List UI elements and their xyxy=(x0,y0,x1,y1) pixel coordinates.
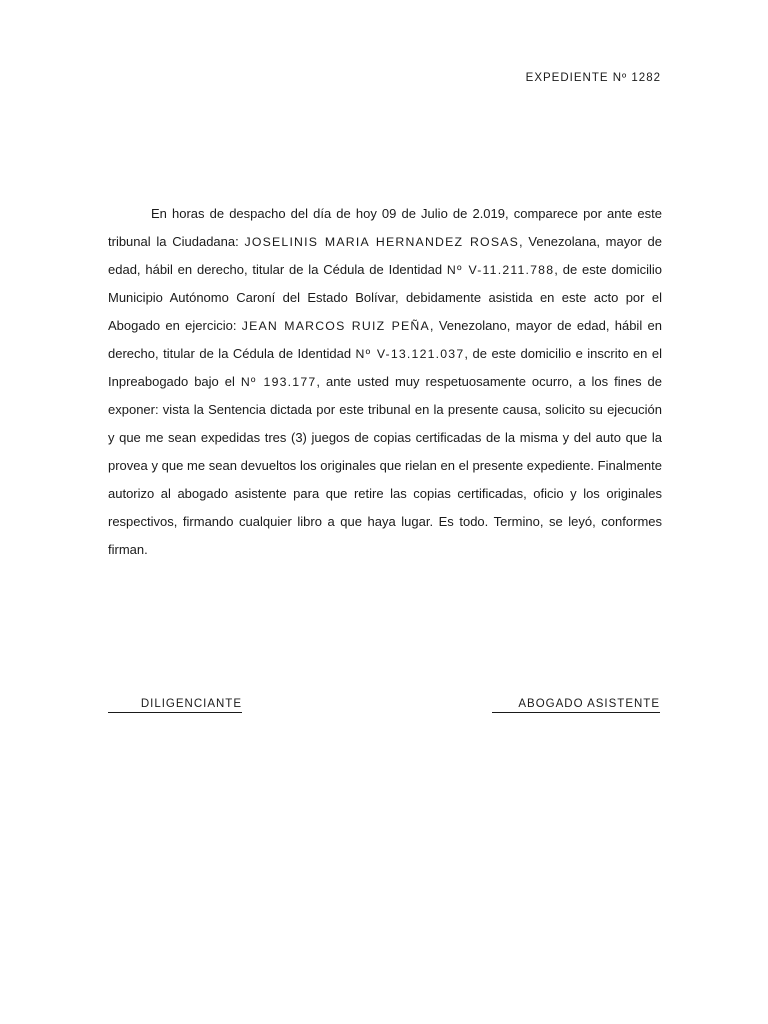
petitioner-name: JOSELINIS MARIA HERNANDEZ ROSAS xyxy=(244,235,520,249)
expediente-number: EXPEDIENTE Nº 1282 xyxy=(525,72,661,84)
body-text-2: , Venezolana, mayor de edad, hábil en derecho, titular de la Cédula de Identidad xyxy=(108,234,663,277)
lawyer-id: Nº V-13.121.037 xyxy=(355,347,465,361)
body-text-5: , de este domicilio e inscrito en el Inpreabogado bajo el xyxy=(108,346,663,389)
petitioner-id: Nº V-11.211.788 xyxy=(446,263,555,277)
lawyer-name: JEAN MARCOS RUIZ PEÑA xyxy=(241,319,430,333)
body-text-4: , Venezolano, mayor de edad, hábil en derecho, titular de la Cédula de Identidad xyxy=(108,318,662,361)
document-body xyxy=(108,200,662,564)
body-text-6: , ante usted muy respetuosamente ocurro, a los fines de exponer: vista la Sentencia dictada por este tribunal en la presente causa, solicito su ejecución y que me sean expedidas tres (3) juegos de copias certificadas de la misma y del auto que la provea y que me sean devueltos los originales que rielan en el presente expediente. Finalmente autorizo al abogado asistente para que retire las copias certificadas, oficio y los originales respectivos, firmando cualquier libro a que haya lugar. Es todo. Termino, se leyó, conformes firman. xyxy=(108,374,662,557)
body-text-1: En horas de despacho del día de hoy 09 de Julio de 2.019, comparece por ante este tribunal la Ciudadana: xyxy=(108,206,662,249)
signature-line-abogado: ABOGADO ASISTENTE xyxy=(492,696,660,713)
body-text-3: , de este domicilio Municipio Autónomo Caroní del Estado Bolívar, debidamente asistida en este acto por el Abogado en ejercicio: xyxy=(108,262,662,333)
inpreabogado-number: Nº 193.177 xyxy=(240,375,317,389)
body-paragraph xyxy=(108,200,662,564)
signature-line-diligenciante: DILIGENCIANTE xyxy=(108,696,242,713)
